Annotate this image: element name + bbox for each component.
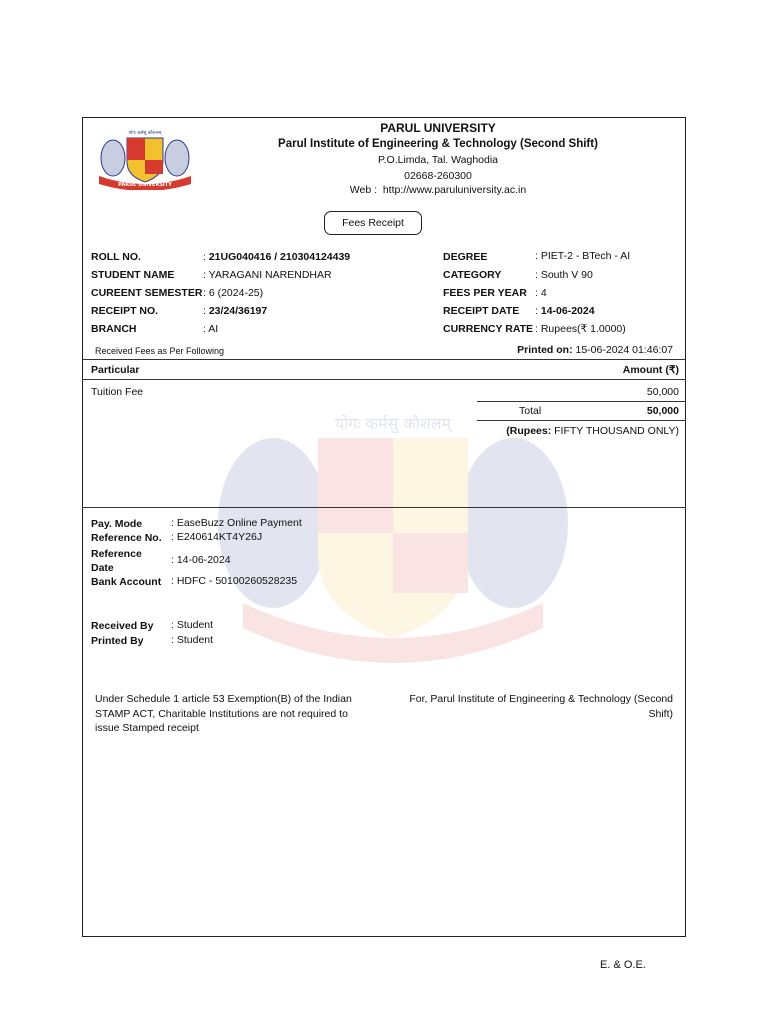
- fees-receipt: [82, 117, 686, 937]
- semester-value: : 6 (2024-25): [203, 287, 264, 299]
- category-value: : South V 90: [535, 269, 593, 281]
- logo-motto: योगः कर्मसु कौशलम्: [128, 131, 162, 136]
- printed-on: Printed on: 15-06-2024 01:46:07: [517, 344, 673, 356]
- pay-mode-label: Pay. Mode: [91, 518, 143, 530]
- authorized-signatory: For, Parul Institute of Engineering & Technology (Second Shift): [409, 693, 673, 720]
- fees-per-year-value: : 4: [535, 287, 547, 299]
- item-name: Tuition Fee: [91, 386, 144, 398]
- roll-no-label: ROLL NO.: [91, 251, 141, 263]
- university-logo: [91, 128, 199, 190]
- logo-banner-text: PARUL UNIVERSITY: [118, 182, 172, 188]
- student-name-value: : YARAGANI NARENDHAR: [203, 269, 332, 281]
- printed-by-value: : Student: [171, 634, 214, 646]
- received-by-value: : Student: [171, 619, 214, 631]
- semester-label: CUREENT SEMESTER: [91, 287, 203, 299]
- receipt-date-label: RECEIPT DATE: [443, 305, 520, 317]
- reference-date-label: Reference Date: [91, 548, 142, 574]
- fees-per-year-label: FEES PER YEAR: [443, 287, 527, 299]
- stamp-exemption-note: Under Schedule 1 article 53 Exemption(B) of the Indian STAMP ACT, Charitable Institutions are not required to issue Stamped receipt: [95, 693, 352, 734]
- reference-date-value: : 14-06-2024: [171, 554, 231, 566]
- website: [203, 184, 673, 196]
- amount-in-words: (Rupees: FIFTY THOUSAND ONLY): [506, 425, 679, 437]
- reference-no-value: : E240614KT4Y26J: [171, 531, 263, 543]
- watermark-logo: [203, 413, 583, 673]
- col-amount: Amount (₹): [622, 364, 679, 376]
- student-name-label: STUDENT NAME: [91, 269, 175, 281]
- web-url[interactable]: http://www.paruluniversity.ac.in: [382, 184, 527, 196]
- receipt-no-label: RECEIPT NO.: [91, 305, 159, 317]
- roll-no-value: : 21UG040416 / 210304124439: [203, 251, 351, 263]
- institute-name: Parul Institute of Engineering & Technology (Second Shift): [278, 138, 598, 150]
- degree-label: DEGREE: [443, 251, 488, 263]
- total-label: Total: [519, 405, 542, 417]
- phone: 02668-260300: [404, 170, 472, 182]
- reference-no-label: Reference No.: [91, 532, 162, 544]
- receipt-no-value: : 23/24/36197: [203, 305, 268, 317]
- svg-text:योगः कर्मसु कौशलम्: योगः कर्मसु कौशलम्: [334, 414, 452, 433]
- bank-account-label: Bank Account: [91, 576, 162, 588]
- receipt-date-value: : 14-06-2024: [535, 305, 595, 317]
- university-name: PARUL UNIVERSITY: [380, 121, 496, 135]
- item-amount: 50,000: [646, 386, 679, 398]
- fees-receipt-button[interactable]: Fees Receipt: [324, 211, 422, 235]
- web-label: Web :: [349, 184, 377, 196]
- errors-omissions-note: E. & O.E.: [600, 959, 646, 971]
- address: P.O.Limda, Tal. Waghodia: [377, 154, 499, 166]
- currency-rate-value: : Rupees(₹ 1.0000): [535, 323, 626, 335]
- received-note: Received Fees as Per Following: [95, 346, 225, 356]
- degree-value: : PIET-2 - BTech - AI: [535, 250, 631, 262]
- total-amount: 50,000: [646, 405, 679, 417]
- col-particular: Particular: [91, 364, 140, 376]
- branch-label: BRANCH: [91, 323, 137, 335]
- currency-rate-label: CURRENCY RATE: [443, 323, 534, 335]
- bank-account-value: : HDFC - 50100260528235: [171, 575, 298, 587]
- printed-by-label: Printed By: [91, 635, 144, 647]
- category-label: CATEGORY: [443, 269, 502, 281]
- branch-value: : AI: [203, 323, 219, 335]
- received-by-label: Received By: [91, 620, 154, 632]
- pay-mode-value: : EaseBuzz Online Payment: [171, 517, 302, 529]
